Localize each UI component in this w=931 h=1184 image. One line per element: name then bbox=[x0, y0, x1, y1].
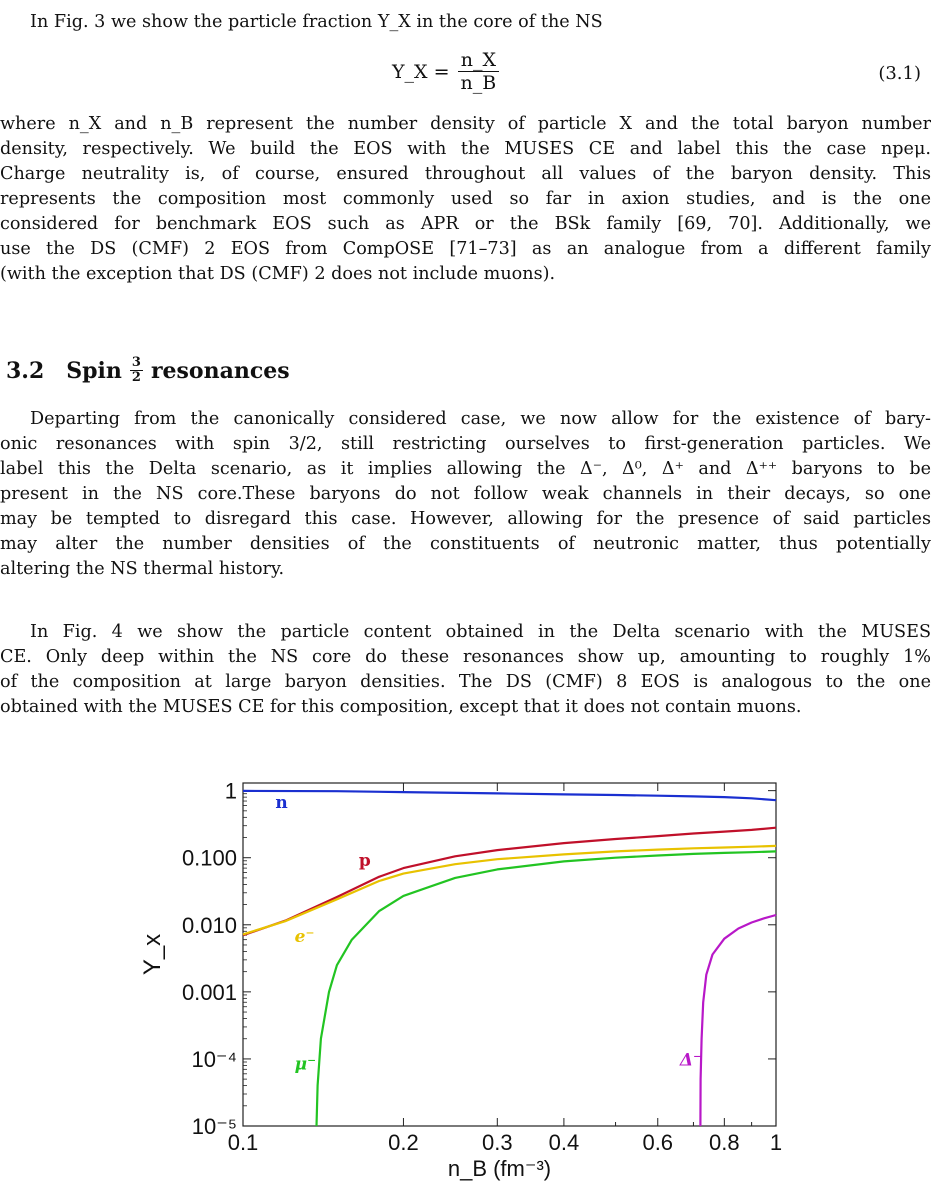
series-line bbox=[243, 828, 776, 936]
section-frac-num: 3 bbox=[131, 355, 141, 370]
y-tick-label: 0.100 bbox=[181, 845, 237, 871]
equation-denominator: n_B bbox=[460, 72, 497, 94]
text-line: represents the composition most commonly used so far in axion studies, and is the one bbox=[0, 189, 931, 209]
text-line: label this the Delta scenario, as it implies allowing the Δ⁻, Δ⁰, Δ⁺ and Δ⁺⁺ baryons to be bbox=[0, 459, 931, 479]
text-line: use the DS (CMF) 2 EOS from CompOSE [71–73] as an analogue from a different family bbox=[0, 239, 931, 259]
equation-numerator: n_X bbox=[458, 49, 499, 72]
section-fraction bbox=[130, 356, 143, 385]
composition-paragraph bbox=[0, 112, 931, 287]
delta-paragraph bbox=[0, 407, 931, 582]
series-label: μ⁻ bbox=[294, 1054, 317, 1075]
plot-frame bbox=[243, 783, 776, 1126]
y-axis-label: Y_x bbox=[139, 933, 166, 976]
x-tick-label: 1 bbox=[769, 1130, 783, 1155]
series-line bbox=[317, 851, 777, 1126]
x-tick-label: 0.1 bbox=[227, 1130, 259, 1155]
text-line: considered for benchmark EOS such as APR or the BSk family [69, 70]. Additionally, we bbox=[0, 214, 931, 234]
equation-number: (3.1) bbox=[878, 63, 921, 84]
section-title-pre: Spin bbox=[66, 357, 122, 384]
text-line: In Fig. 4 we show the particle content obtained in the Delta scenario with the MUSES bbox=[30, 622, 931, 642]
equation-3-1 bbox=[0, 45, 931, 101]
text-line: onic resonances with spin 3/2, still restricting ourselves to first-generation particles. We bbox=[0, 434, 931, 454]
series-label: e⁻ bbox=[294, 927, 315, 948]
x-tick-label: 0.6 bbox=[642, 1130, 674, 1155]
text-line: density, respectively. We build the EOS with the MUSES CE and label this the case npeμ. bbox=[0, 139, 931, 159]
y-tick-label: 10⁻⁵ bbox=[191, 1114, 237, 1139]
x-tick-label: 0.8 bbox=[709, 1130, 740, 1155]
intro-paragraph bbox=[0, 10, 931, 35]
text-line: may be tempted to disregard this case. However, allowing for the presence of said particles bbox=[0, 509, 931, 529]
text-line: may alter the number densities of the constituents of neutronic matter, thus potentially bbox=[0, 534, 931, 554]
text-line: Charge neutrality is, of course, ensured throughout all values of the baryon density. This bbox=[0, 164, 931, 184]
series-label: n bbox=[275, 793, 288, 814]
text-line: where n_X and n_B represent the number density of particle X and the total baryon number bbox=[0, 114, 931, 134]
equation-lhs: Y_X = bbox=[392, 60, 450, 83]
section-heading bbox=[6, 356, 290, 385]
x-axis-label: n_B (fm⁻³) bbox=[447, 1156, 552, 1181]
y-tick-label: 0.010 bbox=[181, 912, 237, 938]
fig4-paragraph bbox=[0, 620, 931, 720]
x-tick-label: 0.2 bbox=[388, 1130, 419, 1155]
equation-fraction bbox=[458, 49, 500, 94]
particle-fraction-chart bbox=[0, 754, 931, 1184]
text-line: Departing from the canonically considered case, we now allow for the existence of bary- bbox=[30, 409, 931, 429]
section-frac-den: 2 bbox=[131, 370, 141, 385]
series-label: p bbox=[358, 851, 371, 872]
text-line: altering the NS thermal history. bbox=[0, 559, 285, 579]
y-tick-label: 1 bbox=[224, 778, 237, 804]
x-tick-label: 0.4 bbox=[548, 1130, 580, 1155]
text-line: (with the exception that DS (CMF) 2 does not include muons). bbox=[0, 264, 556, 284]
text-line: CE. Only deep within the NS core do these resonances show up, amounting to roughly 1% bbox=[0, 647, 931, 667]
series-label: Δ⁻ bbox=[679, 1050, 702, 1071]
y-tick-label: 10⁻⁴ bbox=[191, 1046, 237, 1072]
section-number: 3.2 bbox=[6, 357, 45, 384]
text-line: of the composition at large baryon densities. The DS (CMF) 8 EOS is analogous to the one bbox=[0, 672, 931, 692]
x-tick-label: 0.3 bbox=[482, 1130, 513, 1155]
text-line: present in the NS core.These baryons do not follow weak channels in their decays, so one bbox=[0, 484, 931, 504]
y-tick-label: 0.001 bbox=[181, 979, 237, 1005]
intro-text: In Fig. 3 we show the particle fraction Y_X in the core of the NS bbox=[30, 12, 603, 32]
series-line bbox=[700, 915, 776, 1126]
text-line: obtained with the MUSES CE for this composition, except that it does not contain muons. bbox=[0, 697, 802, 717]
section-title-post: resonances bbox=[150, 357, 290, 384]
series-line bbox=[243, 846, 776, 935]
series-line bbox=[243, 791, 776, 800]
